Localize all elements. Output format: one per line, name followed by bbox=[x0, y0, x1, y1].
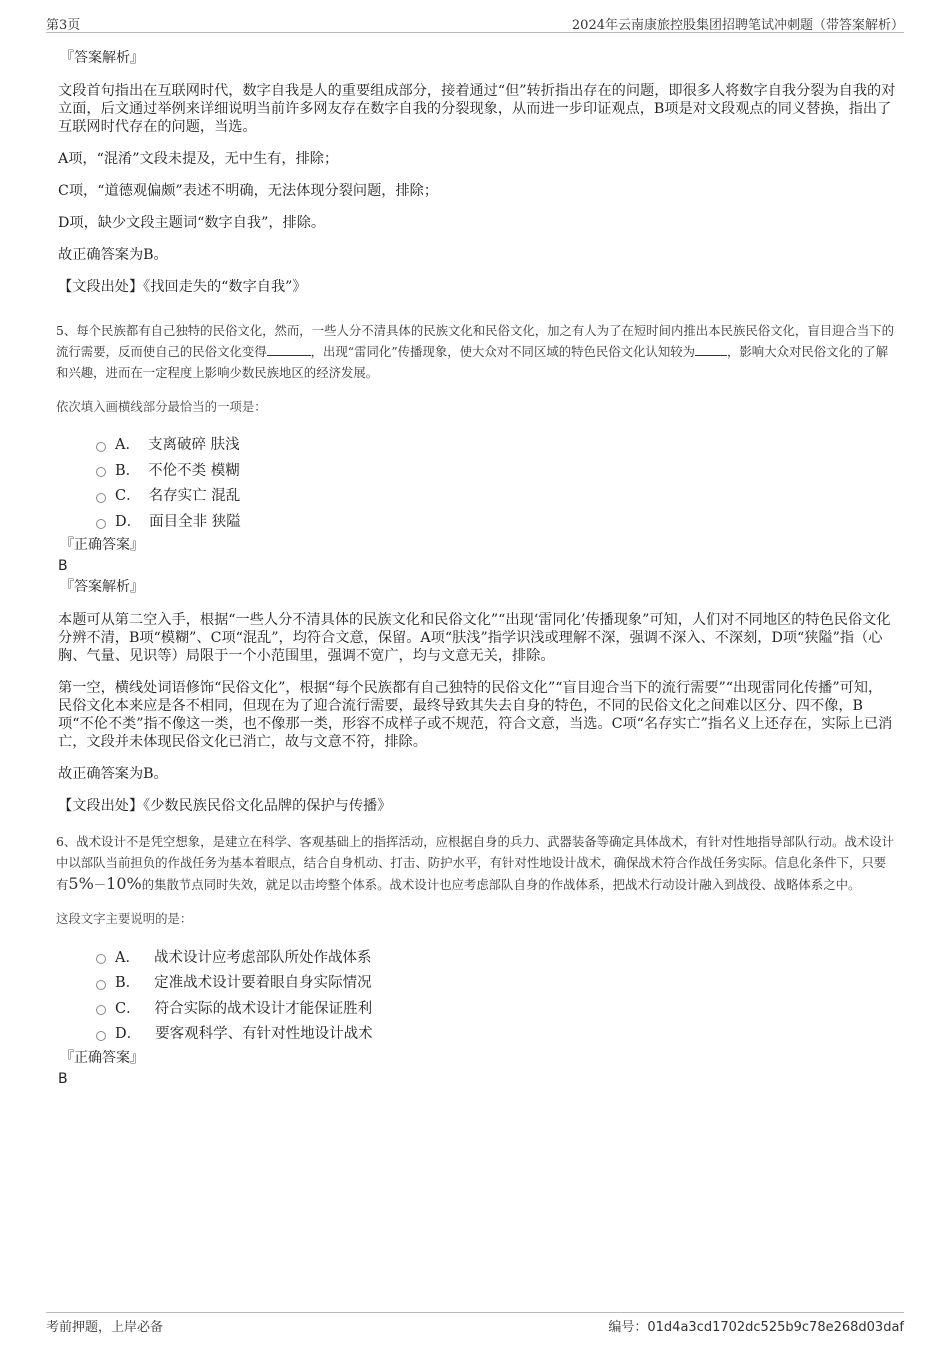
math-value: 10% bbox=[106, 874, 142, 894]
analysis-label: 『答案解析』 bbox=[60, 50, 144, 66]
correct-answer-label: 『正确答案』 bbox=[60, 537, 144, 554]
analysis-paragraph: 第一空，横线处词语修饰“民俗文化”，根据“每个民族都有自己独特的民俗文化”“盲目迎合当下的流行需要”“出现雷同化传播”可知，民俗文化本来应是各不相同，但现在为了迎合流行需要，最终导致其失去自身的特色，不同的民俗文化之间难以区分、四不像，B项“不伦不类”指不像这一类，也不像那一类，形容不成样子或不规范，符合文意，当选。C项“名存实亡”指名义上还存在，实际上已消亡，文段并未体现民俗文化已消亡，故与文意不符，排除。 bbox=[58, 680, 893, 751]
footer-slogan: 考前押题，上岸必备 bbox=[46, 1320, 164, 1335]
radio-icon[interactable] bbox=[96, 493, 106, 503]
question-6-prompt: 这段文字主要说明的是： bbox=[56, 911, 193, 927]
option-b[interactable]: B． 定准战术设计要着眼自身实际情况 bbox=[96, 969, 896, 995]
page-header bbox=[46, 12, 904, 33]
document-code: 编号：01d4a3cd1702dc525b9c78e268d03daf bbox=[608, 1320, 904, 1335]
radio-icon[interactable] bbox=[96, 954, 106, 964]
analysis-conclusion: 故正确答案为B。 bbox=[58, 247, 168, 263]
question-5-prompt: 依次填入画横线部分最恰当的一项是： bbox=[56, 399, 267, 414]
page-number: 第3页 bbox=[46, 18, 81, 33]
blank-line bbox=[695, 343, 727, 356]
page-footer bbox=[46, 1312, 904, 1333]
radio-icon[interactable] bbox=[96, 1031, 106, 1041]
radio-icon[interactable] bbox=[96, 1005, 106, 1015]
analysis-paragraph: D项，缺少文段主题词“数字自我”，排除。 bbox=[58, 215, 326, 231]
analysis-paragraph: C项，“道德观偏颇”表述不明确，无法体现分裂问题，排除； bbox=[58, 183, 439, 199]
passage-source: 【文段出处】《少数民族民俗文化品牌的保护与传播》 bbox=[58, 798, 392, 815]
option-b[interactable]: B． 不伦不类 模糊 bbox=[96, 457, 896, 483]
question-5-options bbox=[96, 431, 896, 533]
passage-source: 【文段出处】《找回走失的“数字自我”》 bbox=[58, 279, 307, 295]
analysis-paragraph: 本题可从第二空入手，根据“一些人分不清具体的民族文化和民俗文化”“出现‘雷同化’传播现象”可知，人们对不同地区的特色民俗文化分辨不清，B项“模糊”、C项“混乱”，均符合文意，保留。A项“肤浅”指学识浅或理解不深，强调不深入、不深刻，D项“狭隘”指（心胸、气量、见识等）局限于一个小范围里，强调不宽广，均与文意无关，排除。 bbox=[58, 612, 891, 665]
correct-answer-label: 『正确答案』 bbox=[60, 1049, 144, 1066]
analysis-paragraph: 文段首句指出在互联网时代，数字自我是人的重要组成部分，接着通过“但”转折指出存在的问题，即很多人将数字自我分裂为自我的对立面，后文通过举例来详细说明当前许多网友存在数字自我的分裂现象，从而进一步印证观点，B项是对文段观点的同义替换，指出了互联网时代存在的问题，当选。 bbox=[58, 83, 896, 135]
question-6-stem: 6、战术设计不是凭空想象，是建立在科学、客观基础上的指挥活动，应根据自身的兵力、武器装备等确定具体战术，有针对性地指导部队行动。战术设计中以部队当前担负的作战任务为基本着眼点，结合自身机动、打击、防护水平，有针对性地设计战术，确保战术符合作战任务实际。信息化条件下，只要有5%－10%的集散节点同时失效，就足以击垮整个体系。战术设计也应考虑部队自身的作战体系，把战术行动设计融入到战役、战略体系之中。 bbox=[56, 834, 895, 894]
radio-icon[interactable] bbox=[96, 980, 106, 990]
document-body bbox=[56, 44, 896, 1088]
option-c[interactable]: C． 符合实际的战术设计才能保证胜利 bbox=[96, 995, 896, 1021]
correct-answer: B bbox=[58, 1070, 68, 1087]
analysis-conclusion: 故正确答案为B。 bbox=[58, 766, 168, 783]
option-d[interactable]: D． 要客观科学、有针对性地设计战术 bbox=[96, 1020, 896, 1046]
math-value: 5% bbox=[68, 874, 94, 894]
radio-icon[interactable] bbox=[96, 519, 106, 529]
option-c[interactable]: C． 名存实亡 混乱 bbox=[96, 482, 896, 508]
document-title: 2024年云南康旅控股集团招聘笔试冲刺题（带答案解析） bbox=[571, 18, 904, 33]
option-a[interactable]: A． 支离破碎 肤浅 bbox=[96, 431, 896, 457]
analysis-paragraph: A项，“混淆”文段未提及，无中生有，排除； bbox=[58, 151, 339, 167]
radio-icon[interactable] bbox=[96, 467, 106, 477]
correct-answer: B bbox=[58, 558, 68, 575]
question-6-options bbox=[96, 943, 896, 1045]
radio-icon[interactable] bbox=[96, 442, 106, 452]
option-a[interactable]: A． 战术设计应考虑部队所处作战体系 bbox=[96, 943, 896, 969]
question-5-stem: 5、每个民族都有自己独特的民俗文化，然而，一些人分不清具体的民族文化和民俗文化，加之有人为了在短时间内推出本民族民俗文化，盲目迎合当下的流行需要，反而使自己的民俗文化变得 ，出现“雷同化”传播现象，使大众对不同区域的特色民俗文化认知较为 ，影响大众对民俗文化的了解和兴趣，进而在一定程度上影响少数民族地区的经济发展。 bbox=[56, 323, 895, 380]
analysis-label: 『答案解析』 bbox=[60, 579, 144, 596]
option-d[interactable]: D． 面目全非 狭隘 bbox=[96, 508, 896, 534]
blank-line bbox=[267, 343, 311, 356]
